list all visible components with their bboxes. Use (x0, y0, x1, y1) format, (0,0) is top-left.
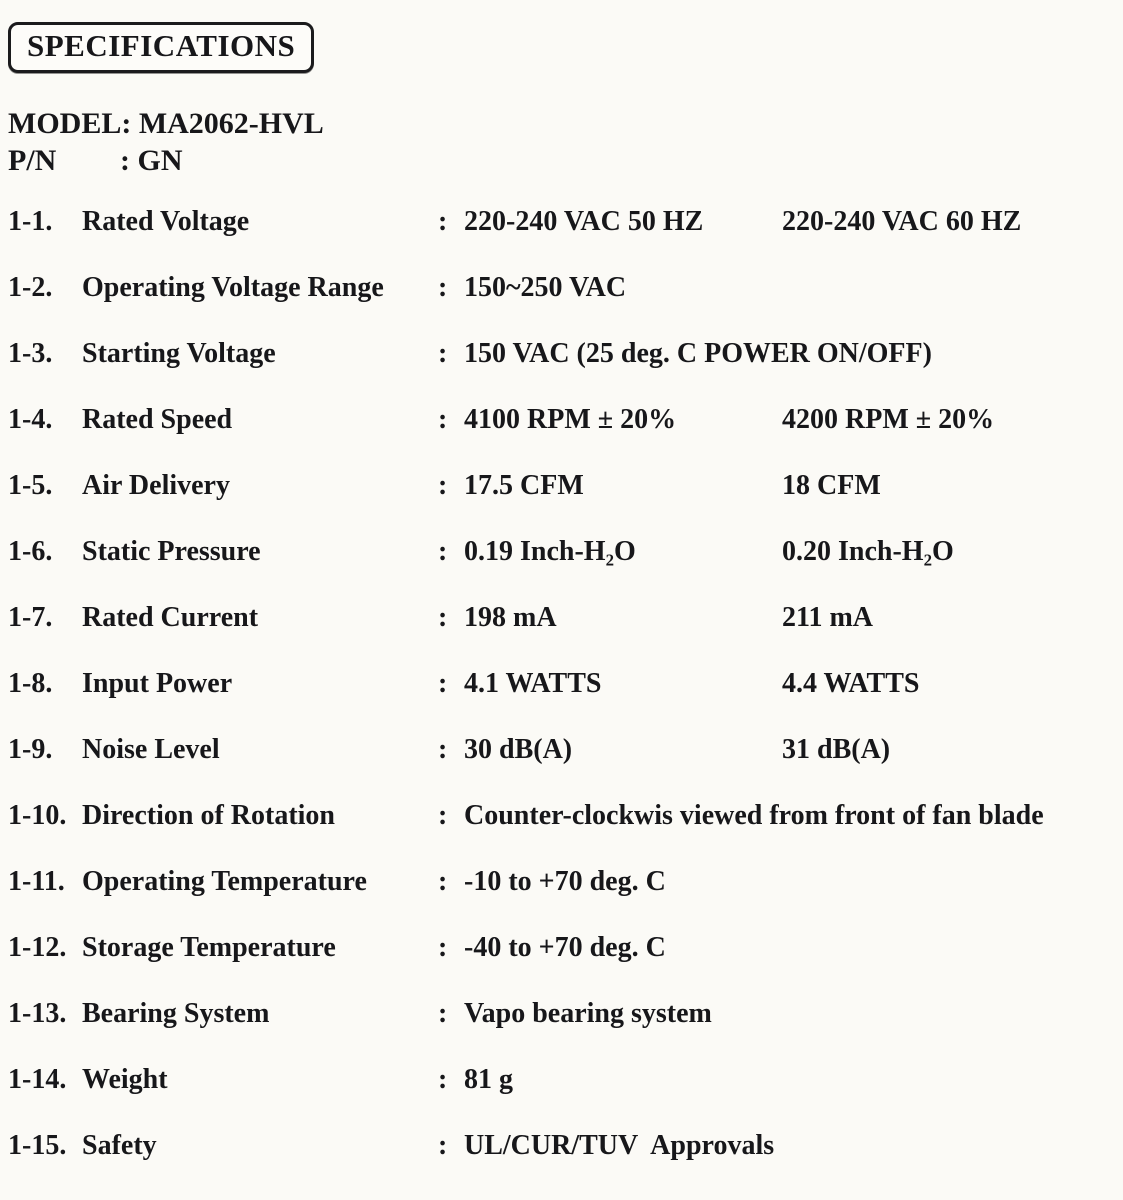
spec-row-value-secondary: 0.20 Inch-H₂O (782, 536, 954, 567)
spec-row-values (464, 271, 1113, 305)
spec-row-number: 1-14. (8, 1064, 67, 1095)
spec-row-number: 1-3. (8, 338, 53, 369)
spec-row-label: Rated Voltage (82, 206, 250, 237)
spec-row-label: Starting Voltage (82, 338, 276, 369)
spec-row-static-pressure (8, 535, 1113, 569)
spec-row-value-primary: 150~250 VAC (464, 272, 627, 303)
spec-row-left (8, 205, 438, 239)
spec-row-value-primary: Counter-clockwis viewed from front of fan blade (464, 800, 1044, 831)
spec-row-colon: : (438, 404, 448, 435)
spec-row-value-primary: 17.5 CFM (464, 470, 584, 501)
part-number-label: P/N (8, 144, 57, 177)
spec-row-left (8, 271, 438, 305)
spec-row-values (464, 535, 1113, 569)
spec-row-label: Safety (82, 1130, 157, 1161)
spec-row-rated-voltage (8, 205, 1113, 239)
spec-row-weight (8, 1063, 1113, 1097)
spec-row-value-primary: 81 g (464, 1064, 513, 1095)
spec-row-number: 1-12. (8, 932, 67, 963)
specifications-title-box (8, 22, 314, 73)
model-label: MODEL: (8, 107, 132, 140)
spec-row-label: Air Delivery (82, 470, 230, 501)
spec-row-colon: : (438, 998, 448, 1029)
spec-row-number: 1-13. (8, 998, 67, 1029)
spec-row-label: Input Power (82, 668, 233, 699)
spec-row-safety (8, 1129, 1113, 1163)
spec-row-number: 1-6. (8, 536, 53, 567)
model-value: MA2062-HVL (138, 107, 324, 140)
spec-row-colon: : (438, 734, 448, 765)
spec-row-label: Noise Level (82, 734, 220, 765)
spec-row-value-secondary: 220-240 VAC 60 HZ (782, 206, 1022, 237)
spec-row-operating-voltage-range (8, 271, 1113, 305)
spec-row-values (464, 667, 1113, 701)
spec-row-number: 1-5. (8, 470, 53, 501)
spec-row-rated-current (8, 601, 1113, 635)
spec-row-value-primary: Vapo bearing system (464, 998, 712, 1029)
spec-row-value-primary: 30 dB(A) (464, 734, 573, 765)
spec-row-colon: : (438, 668, 448, 699)
model-header-block (8, 105, 1113, 179)
spec-row-value-secondary: 4200 RPM ± 20% (782, 404, 995, 435)
spec-row-label: Bearing System (82, 998, 270, 1029)
spec-row-value-primary: -40 to +70 deg. C (464, 932, 666, 963)
spec-row-left (8, 403, 438, 437)
spec-row-colon: : (438, 338, 448, 369)
spec-row-colon: : (438, 536, 448, 567)
spec-row-noise-level (8, 733, 1113, 767)
spec-row-values (464, 403, 1113, 437)
spec-row-number: 1-4. (8, 404, 53, 435)
spec-row-bearing-system (8, 997, 1113, 1031)
spec-row-value-primary: 220-240 VAC 50 HZ (464, 206, 704, 237)
part-number-value: GN (137, 144, 183, 177)
spec-row-left (8, 535, 438, 569)
spec-row-left (8, 601, 438, 635)
spec-row-rated-speed (8, 403, 1113, 437)
spec-row-label: Rated Current (82, 602, 259, 633)
spec-row-label: Operating Temperature (82, 866, 367, 897)
spec-row-colon: : (438, 800, 448, 831)
spec-row-value-secondary: 31 dB(A) (782, 734, 891, 765)
spec-row-values (464, 601, 1113, 635)
spec-row-colon: : (438, 866, 448, 897)
spec-row-values (464, 931, 1113, 965)
spec-row-left (8, 1129, 438, 1163)
part-number-line (8, 142, 1113, 179)
spec-row-label: Storage Temperature (82, 932, 336, 963)
spec-rows-list (8, 205, 1113, 1163)
spec-row-values (464, 469, 1113, 503)
spec-row-values (464, 799, 1113, 833)
model-line (8, 105, 1113, 142)
spec-row-number: 1-2. (8, 272, 53, 303)
spec-row-colon: : (438, 1130, 448, 1161)
spec-row-left (8, 667, 438, 701)
spec-row-left (8, 931, 438, 965)
spec-row-colon: : (438, 1064, 448, 1095)
spec-row-values (464, 733, 1113, 767)
spec-row-storage-temperature (8, 931, 1113, 965)
spec-row-value-primary: 150 VAC (25 deg. C POWER ON/OFF) (464, 338, 932, 369)
spec-row-left (8, 1063, 438, 1097)
spec-row-value-primary: 0.19 Inch-H₂O (464, 536, 636, 567)
spec-row-colon: : (438, 272, 448, 303)
spec-row-air-delivery (8, 469, 1113, 503)
spec-row-label: Static Pressure (82, 536, 261, 567)
spec-row-colon: : (438, 932, 448, 963)
spec-row-value-secondary: 4.4 WATTS (782, 668, 920, 699)
spec-row-number: 1-10. (8, 800, 67, 831)
spec-row-operating-temperature (8, 865, 1113, 899)
spec-row-value-primary: -10 to +70 deg. C (464, 866, 666, 897)
spec-row-values (464, 865, 1113, 899)
spec-row-values (464, 997, 1113, 1031)
spec-row-number: 1-8. (8, 668, 53, 699)
spec-row-left (8, 337, 438, 371)
spec-row-starting-voltage (8, 337, 1113, 371)
page-title: SPECIFICATIONS (27, 28, 296, 63)
part-number-colon: : (120, 144, 130, 177)
spec-row-value-primary: 4100 RPM ± 20% (464, 404, 677, 435)
spec-row-label: Weight (82, 1064, 168, 1095)
spec-row-left (8, 469, 438, 503)
spec-row-values (464, 337, 1113, 371)
spec-row-number: 1-1. (8, 206, 53, 237)
spec-row-value-primary: UL/CUR/TUV Approvals (464, 1130, 775, 1161)
spec-row-label: Direction of Rotation (82, 800, 335, 831)
spec-row-value-secondary: 211 mA (782, 602, 873, 633)
spec-row-label: Operating Voltage Range (82, 272, 384, 303)
spec-row-values (464, 1063, 1113, 1097)
spec-row-value-primary: 198 mA (464, 602, 557, 633)
spec-row-number: 1-9. (8, 734, 53, 765)
spec-row-values (464, 205, 1113, 239)
spec-row-colon: : (438, 602, 448, 633)
spec-row-colon: : (438, 206, 448, 237)
spec-row-input-power (8, 667, 1113, 701)
spec-row-number: 1-11. (8, 866, 65, 897)
spec-row-direction-of-rotation (8, 799, 1113, 833)
spec-row-number: 1-15. (8, 1130, 67, 1161)
spec-row-value-secondary: 18 CFM (782, 470, 881, 501)
spec-row-left (8, 997, 438, 1031)
spec-row-label: Rated Speed (82, 404, 233, 435)
spec-row-left (8, 799, 438, 833)
spec-row-left (8, 865, 438, 899)
spec-row-values (464, 1129, 1113, 1163)
spec-row-colon: : (438, 470, 448, 501)
spec-row-left (8, 733, 438, 767)
spec-row-value-primary: 4.1 WATTS (464, 668, 602, 699)
spec-row-number: 1-7. (8, 602, 53, 633)
